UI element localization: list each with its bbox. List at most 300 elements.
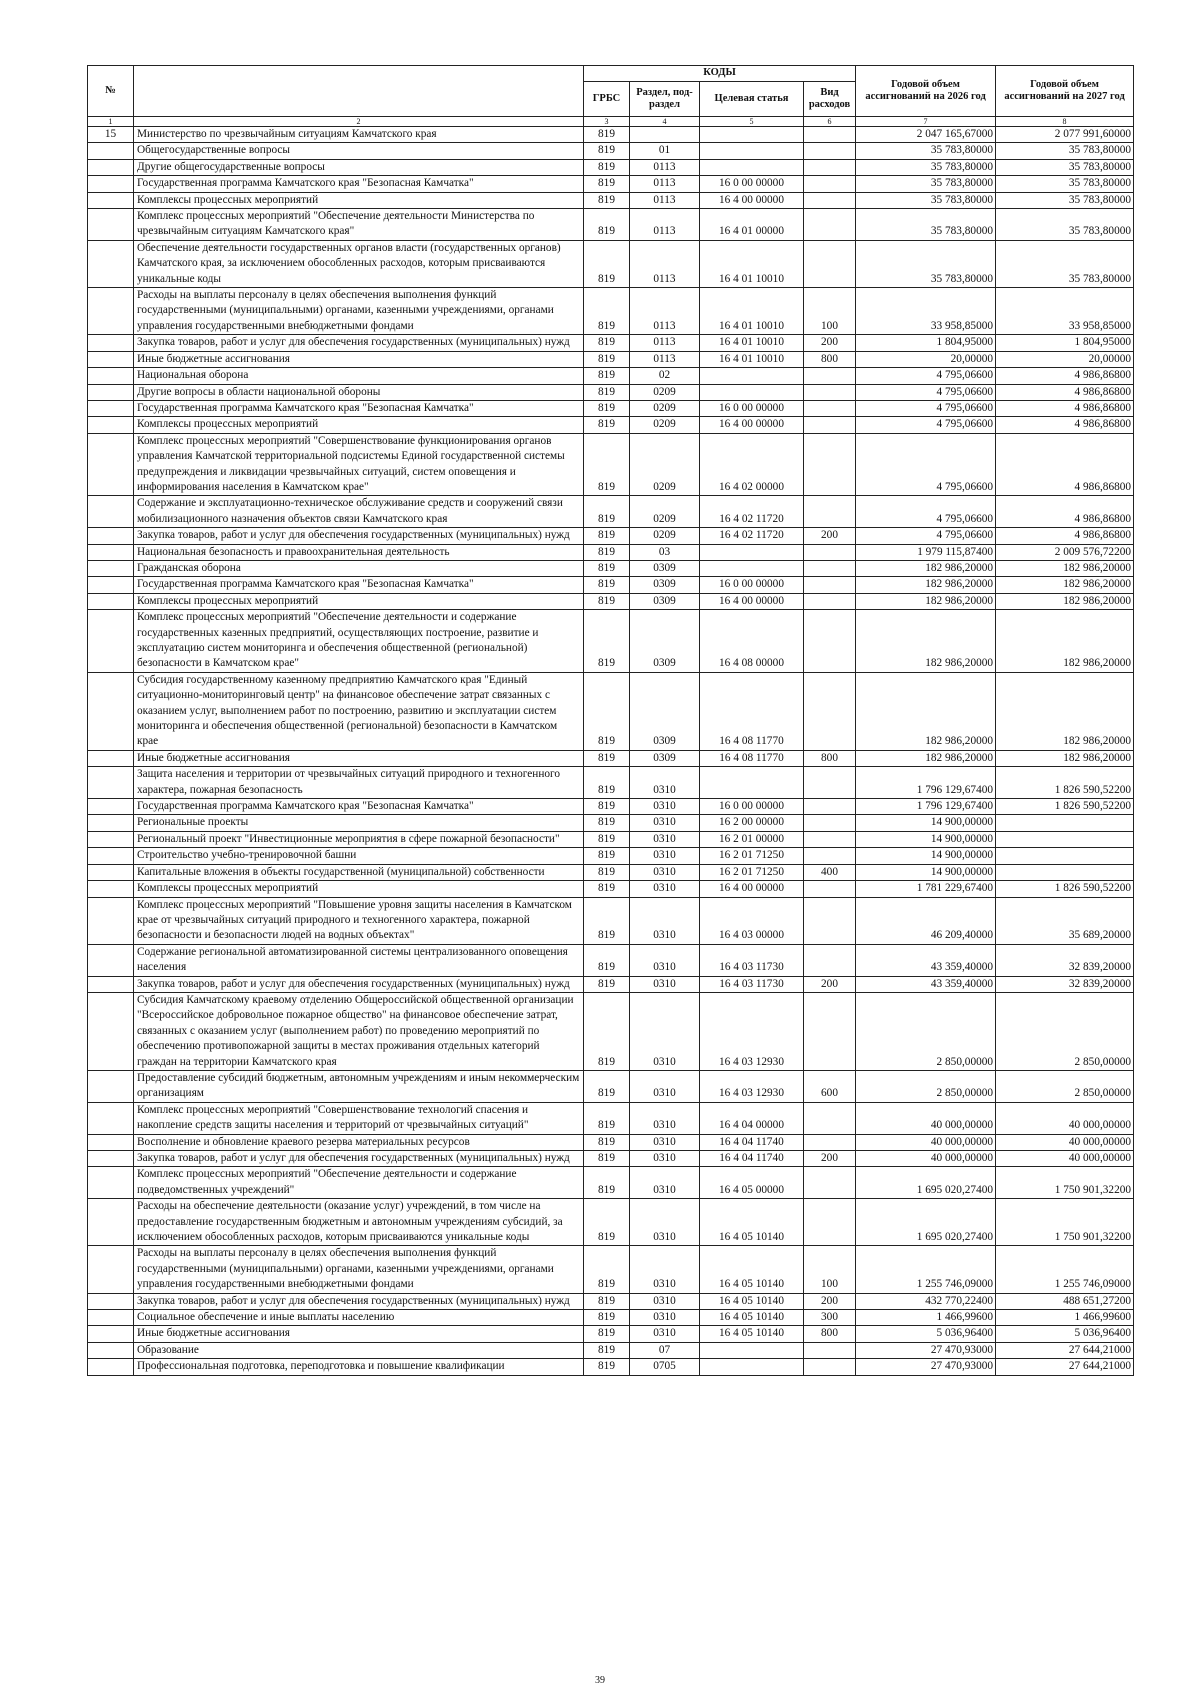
row-amount-2026: 14 900,00000 bbox=[856, 864, 996, 880]
row-grbs: 819 bbox=[584, 496, 630, 528]
header-target: Целевая статья bbox=[700, 82, 804, 117]
row-grbs: 819 bbox=[584, 1246, 630, 1293]
row-target: 16 4 03 00000 bbox=[700, 897, 804, 944]
row-section: 0309 bbox=[630, 560, 700, 576]
row-section: 0705 bbox=[630, 1359, 700, 1375]
row-number bbox=[88, 560, 134, 576]
row-name: Государственная программа Камчатского края "Безопасная Камчатка" bbox=[134, 400, 584, 416]
column-number: 6 bbox=[804, 117, 856, 127]
table-row bbox=[88, 560, 1134, 576]
row-amount-2026: 432 770,22400 bbox=[856, 1293, 996, 1309]
row-name: Министерство по чрезвычайным ситуациям Камчатского края bbox=[134, 127, 584, 143]
row-grbs: 819 bbox=[584, 1102, 630, 1134]
row-grbs: 819 bbox=[584, 335, 630, 351]
row-section: 02 bbox=[630, 368, 700, 384]
row-amount-2026: 27 470,93000 bbox=[856, 1359, 996, 1375]
row-amount-2027: 182 986,20000 bbox=[996, 672, 1134, 750]
row-grbs: 819 bbox=[584, 560, 630, 576]
row-number bbox=[88, 368, 134, 384]
row-section: 0310 bbox=[630, 799, 700, 815]
column-number: 8 bbox=[996, 117, 1134, 127]
row-section: 0310 bbox=[630, 1326, 700, 1342]
row-number bbox=[88, 1167, 134, 1199]
row-name: Капитальные вложения в объекты государственной (муниципальной) собственности bbox=[134, 864, 584, 880]
table-row bbox=[88, 1310, 1134, 1326]
row-target: 16 4 01 10010 bbox=[700, 351, 804, 367]
header-name bbox=[134, 66, 584, 117]
row-vid bbox=[804, 384, 856, 400]
row-amount-2026: 1 796 129,67400 bbox=[856, 767, 996, 799]
table-row bbox=[88, 1199, 1134, 1246]
table-row bbox=[88, 992, 1134, 1070]
row-vid bbox=[804, 767, 856, 799]
row-amount-2026: 1 804,95000 bbox=[856, 335, 996, 351]
row-grbs: 819 bbox=[584, 1326, 630, 1342]
row-name: Закупка товаров, работ и услуг для обеспечения государственных (муниципальных) нужд bbox=[134, 335, 584, 351]
table-row bbox=[88, 351, 1134, 367]
row-number bbox=[88, 1246, 134, 1293]
row-target: 16 4 01 10010 bbox=[700, 240, 804, 287]
row-section: 0309 bbox=[630, 610, 700, 673]
row-amount-2026: 40 000,00000 bbox=[856, 1102, 996, 1134]
row-target: 16 4 05 10140 bbox=[700, 1199, 804, 1246]
table-row bbox=[88, 417, 1134, 433]
row-number bbox=[88, 544, 134, 560]
row-name: Профессиональная подготовка, переподготовка и повышение квалификации bbox=[134, 1359, 584, 1375]
row-vid bbox=[804, 577, 856, 593]
table-row bbox=[88, 240, 1134, 287]
row-amount-2027: 32 839,20000 bbox=[996, 944, 1134, 976]
row-amount-2027: 27 644,21000 bbox=[996, 1342, 1134, 1358]
row-amount-2026: 35 783,80000 bbox=[856, 159, 996, 175]
row-name: Субсидия Камчатскому краевому отделению Общероссийской общественной организации "Всероссийское добровольное пожарное общество" на финансовое обеспечение затрат, связанных с оказанием услуг (выполнением работ) по проведению мероприятий по обеспечению противопожарной защиты в местах проживания отдельных категорий граждан на территории Камчатского края bbox=[134, 992, 584, 1070]
row-amount-2027: 1 826 590,52200 bbox=[996, 799, 1134, 815]
row-grbs: 819 bbox=[584, 593, 630, 609]
row-amount-2027: 40 000,00000 bbox=[996, 1134, 1134, 1150]
row-grbs: 819 bbox=[584, 881, 630, 897]
column-number: 3 bbox=[584, 117, 630, 127]
row-grbs: 819 bbox=[584, 127, 630, 143]
row-name: Комплексы процессных мероприятий bbox=[134, 881, 584, 897]
table-row bbox=[88, 577, 1134, 593]
header-grbs: ГРБС bbox=[584, 82, 630, 117]
column-number: 7 bbox=[856, 117, 996, 127]
row-vid: 400 bbox=[804, 864, 856, 880]
row-target: 16 2 00 00000 bbox=[700, 815, 804, 831]
row-target: 16 4 00 00000 bbox=[700, 192, 804, 208]
row-number bbox=[88, 593, 134, 609]
row-grbs: 819 bbox=[584, 143, 630, 159]
row-amount-2027: 35 783,80000 bbox=[996, 159, 1134, 175]
row-number bbox=[88, 1326, 134, 1342]
row-target: 16 0 00 00000 bbox=[700, 799, 804, 815]
table-row bbox=[88, 209, 1134, 241]
row-section: 0309 bbox=[630, 672, 700, 750]
row-amount-2026: 4 795,06600 bbox=[856, 417, 996, 433]
row-vid: 200 bbox=[804, 976, 856, 992]
row-section: 0309 bbox=[630, 593, 700, 609]
row-vid: 200 bbox=[804, 1151, 856, 1167]
row-amount-2027: 1 466,99600 bbox=[996, 1310, 1134, 1326]
row-amount-2027: 182 986,20000 bbox=[996, 750, 1134, 766]
row-vid bbox=[804, 815, 856, 831]
row-target: 16 4 05 10140 bbox=[700, 1246, 804, 1293]
header-vol-2027: Годовой объем ассигнований на 2027 год bbox=[996, 66, 1134, 117]
row-vid bbox=[804, 1102, 856, 1134]
row-name: Социальное обеспечение и иные выплаты населению bbox=[134, 1310, 584, 1326]
row-amount-2027: 32 839,20000 bbox=[996, 976, 1134, 992]
row-amount-2026: 14 900,00000 bbox=[856, 815, 996, 831]
table-row bbox=[88, 288, 1134, 335]
row-section: 0113 bbox=[630, 176, 700, 192]
table-row bbox=[88, 1070, 1134, 1102]
row-vid: 800 bbox=[804, 351, 856, 367]
row-section: 0113 bbox=[630, 159, 700, 175]
column-number: 4 bbox=[630, 117, 700, 127]
row-name: Содержание и эксплуатационно-техническое обслуживание средств и сооружений связи мобилизационного назначения объектов связи Камчатского края bbox=[134, 496, 584, 528]
row-name: Строительство учебно-тренировочной башни bbox=[134, 848, 584, 864]
table-row bbox=[88, 384, 1134, 400]
row-vid bbox=[804, 1342, 856, 1358]
row-name: Государственная программа Камчатского края "Безопасная Камчатка" bbox=[134, 176, 584, 192]
row-number bbox=[88, 335, 134, 351]
row-number bbox=[88, 1070, 134, 1102]
page-number: 39 bbox=[595, 1675, 605, 1686]
table-row bbox=[88, 1342, 1134, 1358]
row-number bbox=[88, 610, 134, 673]
row-target: 16 2 01 00000 bbox=[700, 831, 804, 847]
row-vid bbox=[804, 848, 856, 864]
row-amount-2027: 182 986,20000 bbox=[996, 593, 1134, 609]
row-grbs: 819 bbox=[584, 815, 630, 831]
table-row bbox=[88, 1293, 1134, 1309]
row-number bbox=[88, 288, 134, 335]
row-name: Защита населения и территории от чрезвычайных ситуаций природного и техногенного характера, пожарная безопасность bbox=[134, 767, 584, 799]
row-amount-2026: 20,00000 bbox=[856, 351, 996, 367]
row-amount-2026: 43 359,40000 bbox=[856, 944, 996, 976]
row-amount-2026: 2 850,00000 bbox=[856, 992, 996, 1070]
table-row bbox=[88, 799, 1134, 815]
row-vid: 200 bbox=[804, 1293, 856, 1309]
row-target bbox=[700, 544, 804, 560]
column-number: 5 bbox=[700, 117, 804, 127]
row-amount-2027: 1 750 901,32200 bbox=[996, 1167, 1134, 1199]
row-name: Иные бюджетные ассигнования bbox=[134, 1326, 584, 1342]
row-amount-2027: 2 850,00000 bbox=[996, 1070, 1134, 1102]
row-section: 0209 bbox=[630, 496, 700, 528]
row-grbs: 819 bbox=[584, 209, 630, 241]
row-grbs: 819 bbox=[584, 944, 630, 976]
row-grbs: 819 bbox=[584, 864, 630, 880]
row-target: 16 4 00 00000 bbox=[700, 593, 804, 609]
row-number bbox=[88, 1342, 134, 1358]
table-row bbox=[88, 848, 1134, 864]
row-target: 16 4 00 00000 bbox=[700, 881, 804, 897]
table-row bbox=[88, 767, 1134, 799]
row-name: Закупка товаров, работ и услуг для обеспечения государственных (муниципальных) нужд bbox=[134, 528, 584, 544]
row-amount-2027: 2 850,00000 bbox=[996, 992, 1134, 1070]
row-section: 0310 bbox=[630, 1134, 700, 1150]
row-grbs: 819 bbox=[584, 799, 630, 815]
row-amount-2026: 27 470,93000 bbox=[856, 1342, 996, 1358]
table-row bbox=[88, 1359, 1134, 1375]
row-name: Комплекс процессных мероприятий "Повышение уровня защиты населения в Камчатском крае от чрезвычайных ситуаций природного и техногенного характера, пожарной безопасности и безопасности людей на водных объектах" bbox=[134, 897, 584, 944]
table-row bbox=[88, 159, 1134, 175]
row-amount-2027 bbox=[996, 831, 1134, 847]
row-target: 16 4 02 11720 bbox=[700, 528, 804, 544]
column-number: 1 bbox=[88, 117, 134, 127]
row-amount-2027: 182 986,20000 bbox=[996, 610, 1134, 673]
row-name: Государственная программа Камчатского края "Безопасная Камчатка" bbox=[134, 799, 584, 815]
row-amount-2026: 2 047 165,67000 bbox=[856, 127, 996, 143]
table-row bbox=[88, 400, 1134, 416]
row-target: 16 4 01 10010 bbox=[700, 288, 804, 335]
row-section: 01 bbox=[630, 143, 700, 159]
row-name: Национальная безопасность и правоохранительная деятельность bbox=[134, 544, 584, 560]
table-row bbox=[88, 335, 1134, 351]
row-number bbox=[88, 400, 134, 416]
table-row bbox=[88, 176, 1134, 192]
row-name: Иные бюджетные ассигнования bbox=[134, 351, 584, 367]
table-row bbox=[88, 944, 1134, 976]
row-number bbox=[88, 351, 134, 367]
row-number bbox=[88, 1310, 134, 1326]
table-row bbox=[88, 544, 1134, 560]
column-number: 2 bbox=[134, 117, 584, 127]
row-amount-2026: 35 783,80000 bbox=[856, 176, 996, 192]
header-num: № bbox=[88, 66, 134, 117]
row-grbs: 819 bbox=[584, 831, 630, 847]
table-row bbox=[88, 672, 1134, 750]
row-target: 16 4 03 12930 bbox=[700, 1070, 804, 1102]
table-row bbox=[88, 1151, 1134, 1167]
row-grbs: 819 bbox=[584, 417, 630, 433]
row-name: Другие вопросы в области национальной обороны bbox=[134, 384, 584, 400]
row-target: 16 4 04 00000 bbox=[700, 1102, 804, 1134]
row-target: 16 4 08 11770 bbox=[700, 750, 804, 766]
row-vid bbox=[804, 944, 856, 976]
row-amount-2026: 4 795,06600 bbox=[856, 496, 996, 528]
row-amount-2026: 1 695 020,27400 bbox=[856, 1167, 996, 1199]
row-name: Закупка товаров, работ и услуг для обеспечения государственных (муниципальных) нужд bbox=[134, 976, 584, 992]
row-grbs: 819 bbox=[584, 176, 630, 192]
row-name: Расходы на обеспечение деятельности (оказание услуг) учреждений, в том числе на предоставление государственным бюджетным и автономным учреждениям субсидий, за исключением обособленных расходов, которым присваиваются уникальные коды bbox=[134, 1199, 584, 1246]
row-grbs: 819 bbox=[584, 992, 630, 1070]
row-number bbox=[88, 831, 134, 847]
row-grbs: 819 bbox=[584, 384, 630, 400]
row-section: 0310 bbox=[630, 1102, 700, 1134]
row-amount-2026: 1 466,99600 bbox=[856, 1310, 996, 1326]
row-section: 0209 bbox=[630, 433, 700, 496]
row-section: 0310 bbox=[630, 815, 700, 831]
row-vid bbox=[804, 881, 856, 897]
row-target: 16 4 03 12930 bbox=[700, 992, 804, 1070]
row-grbs: 819 bbox=[584, 1070, 630, 1102]
row-amount-2026: 4 795,06600 bbox=[856, 384, 996, 400]
row-number bbox=[88, 384, 134, 400]
header-vid: Вид расходов bbox=[804, 82, 856, 117]
row-amount-2026: 40 000,00000 bbox=[856, 1134, 996, 1150]
row-vid bbox=[804, 897, 856, 944]
row-section: 0310 bbox=[630, 1310, 700, 1326]
row-amount-2026: 35 783,80000 bbox=[856, 143, 996, 159]
row-section: 0309 bbox=[630, 750, 700, 766]
row-section: 0310 bbox=[630, 1151, 700, 1167]
row-name: Комплекс процессных мероприятий "Обеспечение деятельности и содержание подведомственных учреждений" bbox=[134, 1167, 584, 1199]
row-target: 16 0 00 00000 bbox=[700, 577, 804, 593]
row-amount-2026: 1 695 020,27400 bbox=[856, 1199, 996, 1246]
row-grbs: 819 bbox=[584, 528, 630, 544]
row-vid bbox=[804, 593, 856, 609]
row-section: 0310 bbox=[630, 897, 700, 944]
row-amount-2026: 4 795,06600 bbox=[856, 368, 996, 384]
row-vid: 100 bbox=[804, 1246, 856, 1293]
row-target: 16 4 02 11720 bbox=[700, 496, 804, 528]
row-amount-2026: 1 781 229,67400 bbox=[856, 881, 996, 897]
row-section: 0209 bbox=[630, 384, 700, 400]
row-amount-2026: 1 255 746,09000 bbox=[856, 1246, 996, 1293]
row-number bbox=[88, 976, 134, 992]
row-vid bbox=[804, 1134, 856, 1150]
row-vid bbox=[804, 159, 856, 175]
row-section: 0113 bbox=[630, 240, 700, 287]
row-vid bbox=[804, 672, 856, 750]
row-target: 16 4 05 10140 bbox=[700, 1310, 804, 1326]
row-amount-2027: 2 077 991,60000 bbox=[996, 127, 1134, 143]
table-row bbox=[88, 815, 1134, 831]
row-section: 0113 bbox=[630, 351, 700, 367]
row-number bbox=[88, 192, 134, 208]
row-vid bbox=[804, 1167, 856, 1199]
row-amount-2027 bbox=[996, 848, 1134, 864]
row-amount-2027: 35 783,80000 bbox=[996, 209, 1134, 241]
row-target: 16 4 04 11740 bbox=[700, 1134, 804, 1150]
row-vid bbox=[804, 433, 856, 496]
row-name: Другие общегосударственные вопросы bbox=[134, 159, 584, 175]
row-grbs: 819 bbox=[584, 610, 630, 673]
row-name: Комплексы процессных мероприятий bbox=[134, 417, 584, 433]
row-name: Обеспечение деятельности государственных органов власти (государственных органов) Камчатского края, за исключением обособленных расходов, которым присваиваются уникальные коды bbox=[134, 240, 584, 287]
table-row bbox=[88, 864, 1134, 880]
row-vid bbox=[804, 176, 856, 192]
row-name: Общегосударственные вопросы bbox=[134, 143, 584, 159]
row-grbs: 819 bbox=[584, 159, 630, 175]
row-number bbox=[88, 417, 134, 433]
row-number bbox=[88, 881, 134, 897]
row-section: 0310 bbox=[630, 944, 700, 976]
row-target bbox=[700, 143, 804, 159]
row-section: 0113 bbox=[630, 288, 700, 335]
row-grbs: 819 bbox=[584, 897, 630, 944]
row-number bbox=[88, 159, 134, 175]
row-amount-2026: 35 783,80000 bbox=[856, 240, 996, 287]
row-grbs: 819 bbox=[584, 368, 630, 384]
row-target bbox=[700, 384, 804, 400]
row-amount-2027: 1 826 590,52200 bbox=[996, 767, 1134, 799]
row-section: 03 bbox=[630, 544, 700, 560]
row-grbs: 819 bbox=[584, 351, 630, 367]
table-header bbox=[88, 66, 1134, 127]
row-number bbox=[88, 1359, 134, 1375]
row-amount-2026: 14 900,00000 bbox=[856, 848, 996, 864]
row-name: Субсидия государственному казенному предприятию Камчатского края "Единый ситуационно-мониторинговый центр" на финансовое обеспечение затрат связанных с оказанием услуг, выполнением работ по построению, развитию и эксплуатации систем мониторинга и обеспечения общественной (региональной) безопасности в Камчатском крае bbox=[134, 672, 584, 750]
row-name: Расходы на выплаты персоналу в целях обеспечения выполнения функций государственными (муниципальными) органами, казенными учреждениями, органами управления государственными внебюджетными фондами bbox=[134, 288, 584, 335]
row-amount-2027: 182 986,20000 bbox=[996, 560, 1134, 576]
row-number bbox=[88, 944, 134, 976]
table-row bbox=[88, 750, 1134, 766]
row-target bbox=[700, 368, 804, 384]
row-target bbox=[700, 1359, 804, 1375]
row-name: Комплексы процессных мероприятий bbox=[134, 192, 584, 208]
row-target: 16 4 01 10010 bbox=[700, 335, 804, 351]
row-grbs: 819 bbox=[584, 1151, 630, 1167]
row-number bbox=[88, 176, 134, 192]
row-target bbox=[700, 1342, 804, 1358]
row-vid bbox=[804, 127, 856, 143]
row-amount-2026: 35 783,80000 bbox=[856, 192, 996, 208]
table-row bbox=[88, 433, 1134, 496]
row-number bbox=[88, 815, 134, 831]
row-target bbox=[700, 767, 804, 799]
row-vid bbox=[804, 192, 856, 208]
row-amount-2026: 182 986,20000 bbox=[856, 560, 996, 576]
row-amount-2027: 35 689,20000 bbox=[996, 897, 1134, 944]
row-target: 16 4 04 11740 bbox=[700, 1151, 804, 1167]
row-name: Комплекс процессных мероприятий "Совершенствование технологий спасения и накопление средств защиты населения и территорий от чрезвычайных ситуаций" bbox=[134, 1102, 584, 1134]
row-grbs: 819 bbox=[584, 433, 630, 496]
row-name: Предоставление субсидий бюджетным, автономным учреждениям и иным некоммерческим организациям bbox=[134, 1070, 584, 1102]
table-row bbox=[88, 610, 1134, 673]
row-number bbox=[88, 767, 134, 799]
row-vid bbox=[804, 368, 856, 384]
row-grbs: 819 bbox=[584, 240, 630, 287]
row-number bbox=[88, 433, 134, 496]
table-row bbox=[88, 528, 1134, 544]
row-amount-2026: 1 979 115,87400 bbox=[856, 544, 996, 560]
row-vid: 200 bbox=[804, 335, 856, 351]
row-number bbox=[88, 1134, 134, 1150]
row-number bbox=[88, 799, 134, 815]
row-number bbox=[88, 750, 134, 766]
row-amount-2026: 182 986,20000 bbox=[856, 593, 996, 609]
budget-table bbox=[87, 65, 1134, 1376]
row-vid: 200 bbox=[804, 528, 856, 544]
row-target bbox=[700, 159, 804, 175]
header-vol-2026: Годовой объем ассигнований на 2026 год bbox=[856, 66, 996, 117]
row-section: 0310 bbox=[630, 767, 700, 799]
row-name: Государственная программа Камчатского края "Безопасная Камчатка" bbox=[134, 577, 584, 593]
row-section: 0209 bbox=[630, 400, 700, 416]
row-vid bbox=[804, 799, 856, 815]
row-target: 16 0 00 00000 bbox=[700, 400, 804, 416]
row-grbs: 819 bbox=[584, 848, 630, 864]
row-amount-2027: 27 644,21000 bbox=[996, 1359, 1134, 1375]
row-target: 16 2 01 71250 bbox=[700, 848, 804, 864]
row-grbs: 819 bbox=[584, 1134, 630, 1150]
header-codes: КОДЫ bbox=[584, 66, 856, 82]
row-amount-2027: 182 986,20000 bbox=[996, 577, 1134, 593]
row-section: 07 bbox=[630, 1342, 700, 1358]
row-amount-2026: 1 796 129,67400 bbox=[856, 799, 996, 815]
row-amount-2027: 488 651,27200 bbox=[996, 1293, 1134, 1309]
row-grbs: 819 bbox=[584, 1293, 630, 1309]
row-grbs: 819 bbox=[584, 1342, 630, 1358]
row-section: 0310 bbox=[630, 1246, 700, 1293]
row-amount-2027: 40 000,00000 bbox=[996, 1151, 1134, 1167]
row-name: Комплекс процессных мероприятий "Обеспечение деятельности и содержание государственных казенных предприятий, осуществляющих построение, развитие и эксплуатацию систем мониторинга и обеспечения общественной (региональной) безопасности в Камчатском крае" bbox=[134, 610, 584, 673]
row-grbs: 819 bbox=[584, 1199, 630, 1246]
row-amount-2026: 4 795,06600 bbox=[856, 528, 996, 544]
